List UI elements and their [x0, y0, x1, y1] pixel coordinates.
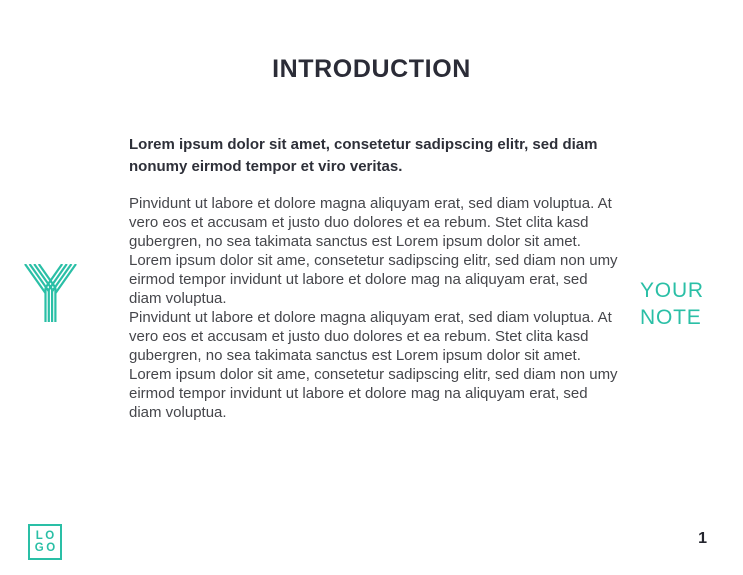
logo-mark	[28, 524, 62, 560]
y-stripes-icon	[24, 264, 77, 325]
page-number: 1	[698, 530, 707, 547]
body-paragraph-1: Pinvidunt ut labore et dolore magna aliquyam erat, sed diam voluptua. At vero eos et accusam et justo duo dolores et ea rebum. Stet clita kasd gubergren, no sea takimata sanctus est Lorem ipsum dolor sit amet. Lorem ipsum dolor sit ame, consetetur sadipscing elitr, sed diam non umy eirmod tempor invidunt ut labore et dolore mag na aliquyam erat, sed diam voluptua.	[129, 195, 618, 307]
page-title: INTRODUCTION	[272, 55, 471, 83]
logo-text-bottom: GO	[34, 542, 58, 554]
side-note	[640, 277, 704, 331]
logo-text-top: LO	[35, 530, 57, 542]
body-paragraph-2: Pinvidunt ut labore et dolore magna aliquyam erat, sed diam voluptua. At vero eos et accusam et justo duo dolores et ea rebum. Stet clita kasd gubergren, no sea takimata sanctus est Lorem ipsum dolor sit amet. Lorem ipsum dolor sit ame, consetetur sadipscing elitr, sed diam non umy eirmod tempor invidunt ut labore et dolore mag na aliquyam erat, sed diam voluptua.	[129, 309, 618, 421]
side-note-line-1: YOUR	[640, 279, 704, 302]
content-block	[129, 134, 621, 422]
lead-paragraph: Lorem ipsum dolor sit amet, consetetur sadipscing elitr, sed diam nonumy eirmod tempor et viro veritas.	[129, 136, 598, 175]
side-note-line-2: NOTE	[640, 306, 702, 329]
